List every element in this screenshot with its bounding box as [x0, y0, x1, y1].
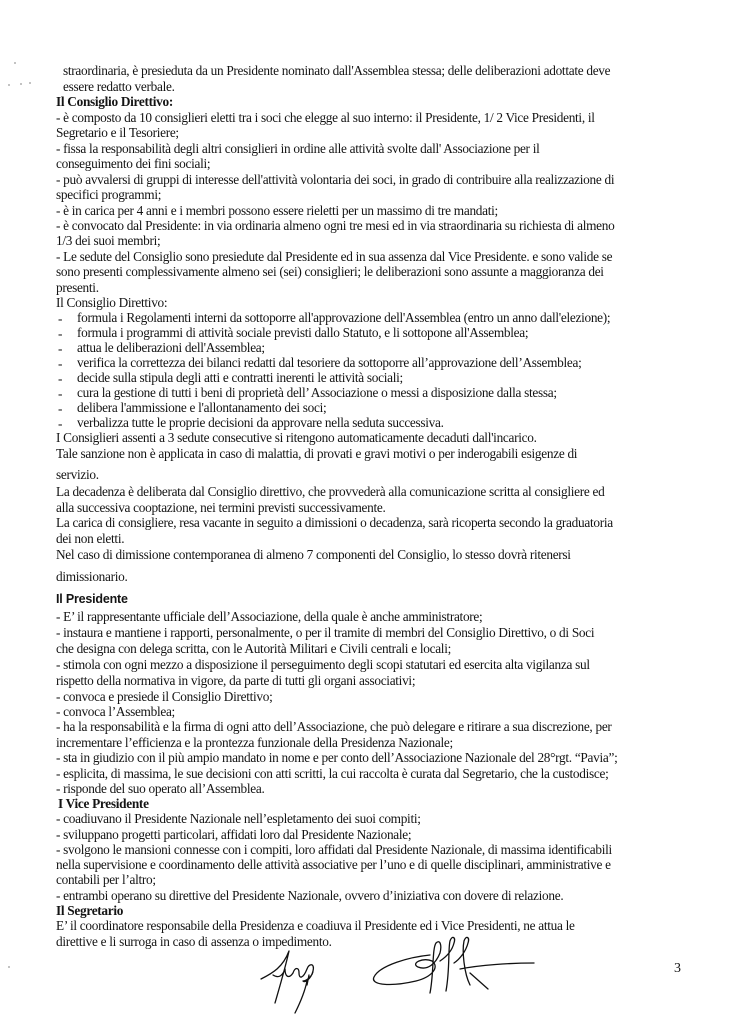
scan-speck — [29, 82, 31, 84]
presidente-line: - esplicita, di massima, le sue decisioni con atti scritti, la cui raccolta è curata dal Segretario, che la custodisce; — [56, 766, 609, 781]
scan-speck — [14, 62, 16, 64]
consiglio-line: conseguimento dei fini sociali; — [56, 156, 211, 171]
presidente-line: che designa con delega scritta, con le Autorità Militari e Civili centrali e locali; — [56, 641, 451, 656]
duty-bullet: - — [58, 401, 63, 416]
presidente-line: incrementare l’efficienza e la prontezza funzionale della Presidenza Nazionale; — [56, 735, 453, 750]
signature-2 — [370, 933, 540, 1003]
consiglio-line: presenti. — [56, 280, 99, 295]
duty-item: cura la gestione di tutti i beni di proprietà dell’ Associazione o messi a disposizione dalla stessa; — [77, 385, 557, 400]
presidente-line: - E’ il rappresentante ufficiale dell’Associazione, della quale è anche amministratore; — [56, 609, 483, 624]
vice-line: contabili per l’altro; — [56, 872, 156, 887]
closing-line: servizio. — [56, 467, 99, 482]
duty-item: attua le deliberazioni dell'Assemblea; — [77, 340, 265, 355]
presidente-line: - instaura e mantiene i rapporti, personalmente, o per il tramite di membri del Consiglio Direttivo, o di Soci — [56, 625, 595, 640]
consiglio-line: - può avvalersi di gruppi di interesse dell'attività volontaria dei soci, in grado di contribuire alla realizzazione di — [56, 172, 615, 187]
section-heading-consiglio: Il Consiglio Direttivo: — [56, 94, 173, 109]
closing-line: Nel caso di dimissione contemporanea di almeno 7 componenti del Consiglio, lo stesso dovrà ritenersi — [56, 547, 571, 562]
closing-line: La carica di consigliere, resa vacante in seguito a dimissioni o decadenza, sarà ricoperta secondo la graduatoria — [56, 515, 613, 530]
vice-line: - svolgono le mansioni connesse con i compiti, loro affidati dal Presidente Nazionale, di massima identificabili — [56, 842, 612, 857]
signature-1 — [255, 945, 335, 1015]
consiglio-line: - è convocato dal Presidente: in via ordinaria almeno ogni tre mesi ed in via straordinaria su richiesta di almeno — [56, 218, 615, 233]
duty-item: decide sulla stipula degli atti e contratti inerenti le attività sociali; — [77, 370, 403, 385]
consiglio-line: sono presenti complessivamente almeno sei (sei) consiglieri; le deliberazioni sono assunte a maggioranza dei — [56, 264, 604, 279]
duty-bullet: - — [58, 416, 63, 431]
scan-speck — [8, 84, 10, 86]
vice-line: - coadiuvano il Presidente Nazionale nell’espletamento dei suoi compiti; — [56, 811, 421, 826]
section-heading-segretario: Il Segretario — [56, 903, 124, 918]
duty-bullet: - — [58, 341, 63, 356]
consiglio-line: - è in carica per 4 anni e i membri possono essere rieletti per un massimo di tre mandati; — [56, 203, 498, 218]
closing-line: Tale sanzione non è applicata in caso di malattia, di provati e gravi motivi o per inderogabili esigenze di — [56, 446, 578, 461]
section-heading-presidente: Il Presidente — [56, 592, 128, 606]
scan-speck — [8, 966, 10, 968]
presidente-line: - stimola con ogni mezzo a disposizione il perseguimento degli scopi statutari ed esercita alta vigilanza sul — [56, 657, 590, 672]
consiglio-line: 1/3 dei suoi membri; — [56, 233, 161, 248]
duty-bullet: - — [58, 356, 63, 371]
duty-item: delibera l'ammissione e l'allontanamento dei soci; — [77, 400, 327, 415]
section-subheading-consiglio: Il Consiglio Direttivo: — [56, 295, 168, 310]
duty-item: formula i programmi di attività sociale previsti dallo Statuto, e li sottopone all'Assemblea; — [77, 325, 529, 340]
presidente-line: - sta in giudizio con il più ampio mandato in nome e per conto dell’Associazione Nazionale del 28°rgt. “Pavia”; — [56, 750, 618, 765]
duty-bullet: - — [58, 326, 63, 341]
duty-bullet: - — [58, 386, 63, 401]
intro-line: straordinaria, è presieduta da un Presidente nominato dall'Assemblea stessa; delle deliberazioni adottate deve — [63, 63, 611, 78]
presidente-line: - risponde del suo operato all’Assemblea. — [56, 781, 265, 796]
consiglio-line: - Le sedute del Consiglio sono presiedute dal Presidente ed in sua assenza dal Vice Presidente. e sono valide se — [56, 249, 613, 264]
segretario-line: E’ il coordinatore responsabile della Presidenza e coadiuva il Presidente ed i Vice Presidenti, ne attua le — [56, 918, 575, 933]
closing-line: I Consiglieri assenti a 3 sedute consecutive si ritengono automaticamente decaduti dall'incarico. — [56, 430, 537, 445]
consiglio-line: - è composto da 10 consiglieri eletti tra i soci che elegge al suo interno: il Presidente, 1/ 2 Vice Presidenti, il — [56, 110, 595, 125]
duty-item: formula i Regolamenti interni da sottoporre all'approvazione dell'Assemblea (entro un anno dall'elezione); — [77, 310, 611, 325]
duty-item: verifica la correttezza dei bilanci redatti dal tesoriere da sottoporre all’approvazione dell’Assemblea; — [77, 355, 582, 370]
presidente-line: rispetto della normativa in vigore, da parte di tutti gli organi associativi; — [56, 673, 416, 688]
presidente-line: - convoca l’Assemblea; — [56, 704, 175, 719]
consiglio-line: - fissa la responsabilità degli altri consiglieri in ordine alle attività svolte dall' Associazione per il — [56, 141, 540, 156]
closing-line: alla successiva cooptazione, nei termini previsti successivamente. — [56, 500, 386, 515]
vice-line: - entrambi operano su direttive del Presidente Nazionale, ovvero d’iniziativa con dovere di relazione. — [56, 888, 564, 903]
closing-line: La decadenza è deliberata dal Consiglio direttivo, che provvederà alla comunicazione scritta al consigliere ed — [56, 484, 605, 499]
closing-line: dei non eletti. — [56, 531, 125, 546]
presidente-line: - ha la responsabilità e la firma di ogni atto dell’Associazione, che può delegare e ritirare a sua discrezione, per — [56, 719, 612, 734]
consiglio-line: Segretario e il Tesoriere; — [56, 125, 179, 140]
intro-line: essere redatto verbale. — [63, 79, 175, 94]
consiglio-line: specifici programmi; — [56, 187, 162, 202]
duty-bullet: - — [58, 311, 63, 326]
segretario-line: direttive e li surroga in caso di assenza o impedimento. — [56, 934, 332, 949]
presidente-line: - convoca e presiede il Consiglio Direttivo; — [56, 689, 273, 704]
duty-bullet: - — [58, 371, 63, 386]
closing-line: dimissionario. — [56, 569, 128, 584]
duty-item: verbalizza tutte le proprie decisioni da approvare nella seduta successiva. — [77, 415, 444, 430]
vice-line: - sviluppano progetti particolari, affidati loro dal Presidente Nazionale; — [56, 827, 412, 842]
page-number: 3 — [674, 961, 681, 976]
vice-line: nella supervisione e coordinamento delle attività associative per l’uno e di quelle disciplinari, amministrative e — [56, 857, 611, 872]
scan-speck — [20, 83, 22, 85]
section-heading-vice-presidente: I Vice Presidente — [58, 796, 149, 811]
